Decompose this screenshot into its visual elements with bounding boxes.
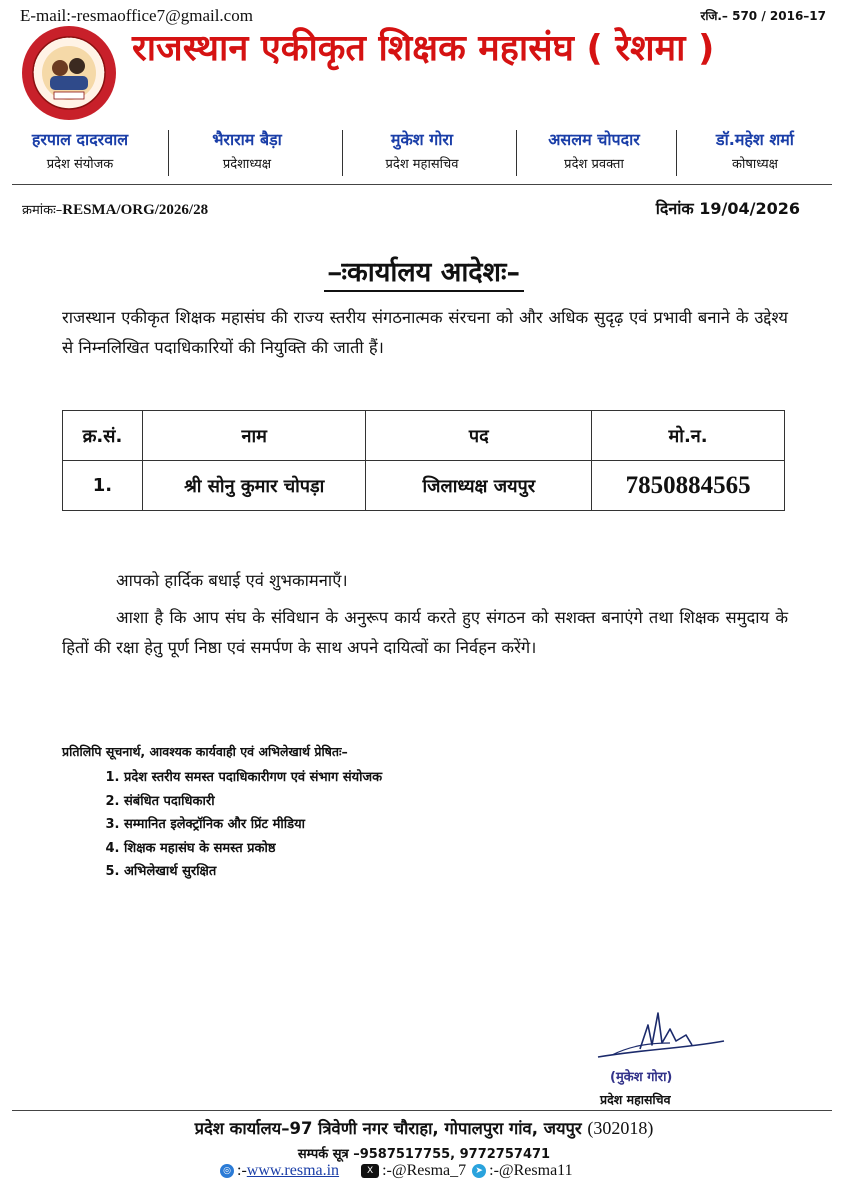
serial-cell: 1. — [63, 461, 143, 511]
globe-icon: ◎ — [220, 1164, 234, 1178]
officer-name: मुकेश गोरा — [390, 130, 454, 149]
officer-4 — [509, 128, 679, 172]
letter-date: दिनांक 19/04/2026 — [655, 199, 800, 218]
reference-value: RESMA/ORG/2026/28 — [62, 202, 209, 218]
list-item: 1. प्रदेश स्तरीय समस्त पदाधिकारीगण एवं संभाग संयोजक — [124, 766, 382, 790]
list-item: 5. अभिलेखार्थ सुरक्षित — [124, 860, 382, 884]
order-heading — [0, 252, 848, 289]
reference-label: क्रमांकः– — [22, 203, 63, 218]
signatory-role: प्रदेश महासचिव — [600, 1092, 671, 1107]
officer-3 — [337, 128, 507, 172]
x-icon[interactable]: X — [361, 1164, 379, 1178]
registration-number: रजि.– 570 / 2016–17 — [700, 9, 826, 23]
table-header-row — [63, 411, 785, 461]
email-address: E-mail:-resmaoffice7@gmail.com — [20, 6, 253, 25]
signatory-name: (मुकेश गोरा) — [610, 1070, 673, 1085]
divider — [342, 130, 343, 176]
greeting-text: आपको हार्दिक बधाई एवं शुभकामनाएँ। — [116, 571, 348, 590]
post-cell: जिलाध्यक्ष जयपुर — [366, 461, 592, 511]
x-handle[interactable]: :-@Resma_7 — [382, 1162, 467, 1179]
copy-to-list — [92, 766, 382, 884]
table-row — [63, 461, 785, 511]
handwritten-signature — [592, 1005, 732, 1067]
column-header: पद — [366, 411, 592, 461]
telegram-handle[interactable]: :-@Resma11 — [489, 1162, 573, 1179]
column-header: मो.न. — [592, 411, 785, 461]
appointment-table — [62, 410, 785, 511]
divider — [516, 130, 517, 176]
organization-logo — [20, 24, 118, 122]
officers-bar — [0, 128, 848, 178]
officer-role: प्रदेश प्रवक्ता — [564, 157, 624, 172]
contact-numbers: सम्पर्क सूत्र –9587517755, 9772757471 — [297, 1147, 551, 1162]
list-item: 2. संबंधित पदाधिकारी — [124, 790, 382, 814]
officer-1 — [0, 128, 165, 172]
list-item: 4. शिक्षक महासंघ के समस्त प्रकोष्ठ — [124, 837, 382, 861]
list-item: 3. सम्मानित इलेक्ट्रॉनिक और प्रिंट मीडिया — [124, 813, 382, 837]
pin-code: (302018) — [587, 1118, 654, 1138]
web-prefix: :- — [237, 1162, 247, 1179]
officer-2 — [162, 128, 332, 172]
officer-role: प्रदेशाध्यक्ष — [222, 157, 272, 172]
mobile-cell: 7850884565 — [592, 461, 785, 511]
office-address-text: प्रदेश कार्यालय–97 त्रिवेणी नगर चौराहा, गोपालपुरा गांव, जयपुर — [194, 1119, 582, 1138]
header-divider — [12, 184, 832, 185]
officer-name: हरपाल दादरवाल — [31, 130, 129, 149]
organization-name: राजस्थान एकीकृत शिक्षक महासंघ ( रेशमा ) — [132, 28, 715, 69]
footer-divider — [12, 1110, 832, 1111]
officer-name: डॉ.महेश शर्मा — [716, 130, 794, 149]
intro-paragraph: राजस्थान एकीकृत शिक्षक महासंघ की राज्य स्तरीय संगठनात्मक संरचना को और अधिक सुदृढ़ एवं प्रभावी बनाने के उद्देश्य से निम्नलिखित पदाधिकारियों की नियुक्ति की जाती हैं। — [62, 308, 788, 357]
officer-role: प्रदेश संयोजक — [46, 157, 114, 172]
column-header: क्र.सं. — [63, 411, 143, 461]
officer-name: भैराराम बैड़ा — [212, 130, 282, 149]
order-heading-text: –ःकार्यालय आदेशः– — [324, 257, 524, 292]
website-link[interactable]: www.resma.in — [246, 1162, 340, 1179]
officer-name: असलम चोपदार — [548, 130, 640, 149]
officer-role: प्रदेश महासचिव — [385, 157, 459, 172]
divider — [168, 130, 169, 176]
body-paragraph: आशा है कि आप संघ के संविधान के अनुरूप कार्य करते हुए संगठन को सशक्त बनाएंगे तथा शिक्षक समुदाय के हितों की रक्षा हेतु पूर्ण निष्ठा एवं समर्पण के साथ अपने दायित्वों का निर्वहन करेंगे। — [62, 608, 788, 657]
officer-role: कोषाध्यक्ष — [732, 157, 778, 172]
telegram-icon[interactable]: ➤ — [472, 1164, 486, 1178]
column-header: नाम — [142, 411, 366, 461]
divider — [676, 130, 677, 176]
name-cell: श्री सोनु कुमार चोपड़ा — [142, 461, 366, 511]
social-links — [220, 1162, 573, 1180]
copy-to-heading: प्रतिलिपि सूचनार्थ, आवश्यक कार्यवाही एवं अभिलेखार्थ प्रेषितः– — [62, 744, 348, 759]
officer-5 — [670, 128, 840, 172]
reference-number — [22, 200, 208, 219]
office-address — [0, 1116, 848, 1139]
